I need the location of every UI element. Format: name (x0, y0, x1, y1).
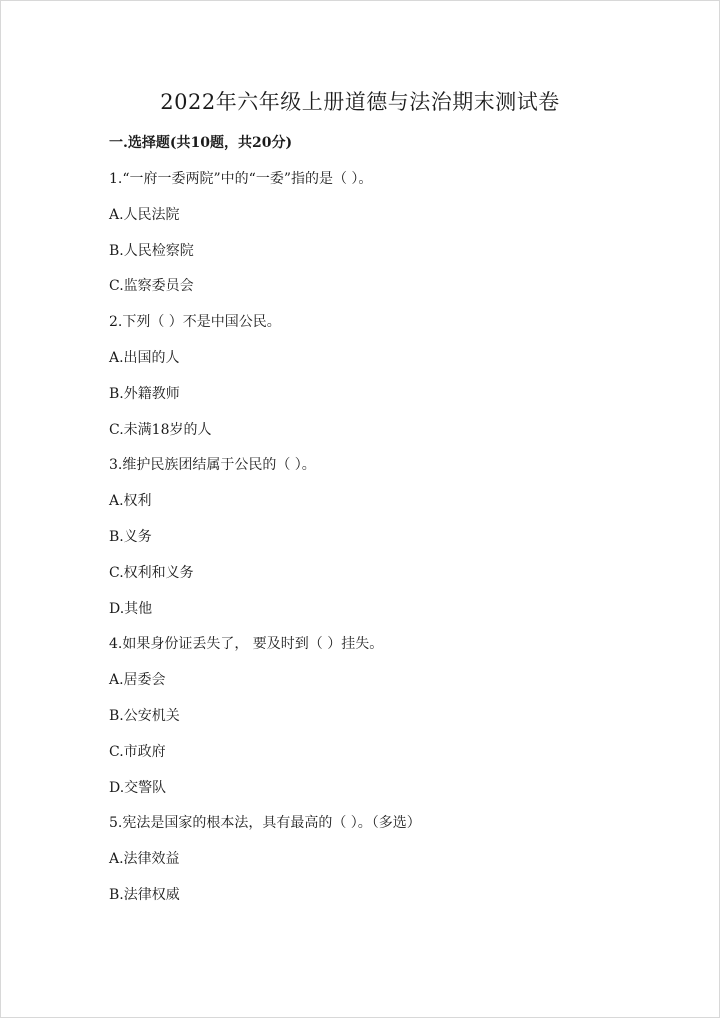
question-4-option-c: C.市政府 (109, 743, 166, 760)
question-4-option-a: A.居委会 (109, 672, 166, 689)
question-1-option-a: A.人民法院 (109, 206, 180, 223)
question-3-option-a: A.权利 (109, 493, 152, 510)
page-title: 2022年六年级上册道德与法治期末测试卷 (160, 90, 560, 114)
question-5-text: 5.宪法是国家的根本法，具有最高的（ ）。（多选） (109, 815, 421, 832)
question-2-text: 2.下列（ ）不是中国公民。 (109, 314, 281, 331)
section-heading: 一.选择题(共10题，共20分) (109, 135, 293, 151)
question-3-option-c: C.权利和义务 (109, 564, 194, 581)
question-2-option-b: B.外籍教师 (109, 385, 180, 402)
question-2-option-a: A.出国的人 (109, 349, 180, 366)
question-1-option-c: C.监察委员会 (109, 278, 194, 295)
question-list (109, 167, 669, 919)
question-1-option-b: B.人民检察院 (109, 242, 194, 259)
question-1-text: 1.“一府一委两院”中的“一委”指的是（ ）。 (109, 171, 373, 187)
question-3-option-d: D.其他 (109, 600, 153, 617)
question-3-option-b: B.义务 (109, 528, 152, 545)
question-5-option-b: B.法律权威 (109, 886, 180, 903)
question-2-option-c: C.未满18岁的人 (109, 421, 212, 438)
question-4-option-b: B.公安机关 (109, 707, 180, 724)
question-4-text: 4.如果身份证丢失了， 要及时到（ ）挂失。 (109, 636, 384, 653)
question-3-text: 3.维护民族团结属于公民的（ ）。 (109, 457, 316, 474)
question-4-option-d: D.交警队 (109, 779, 167, 796)
question-5-option-a: A.法律效益 (109, 851, 180, 868)
